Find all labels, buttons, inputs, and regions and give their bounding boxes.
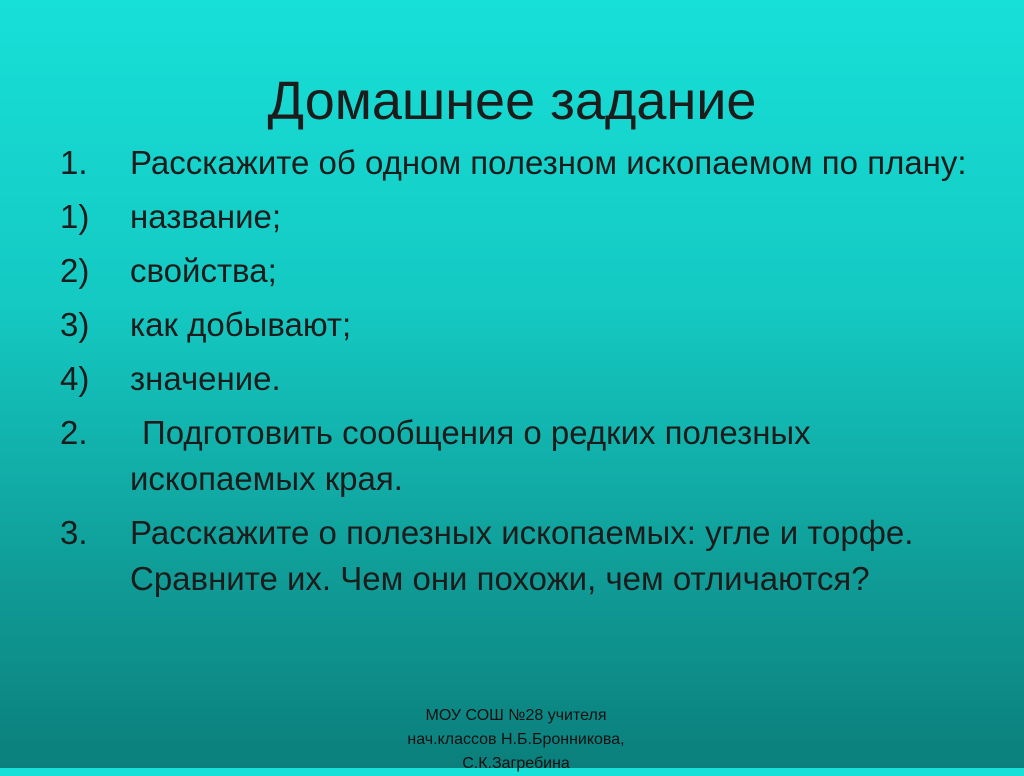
list-item xyxy=(60,410,980,502)
item-text: Подготовить сообщения о редких полезных ископаемых края. xyxy=(130,414,811,497)
item-text: Расскажите об одном полезном ископаемом по плану: xyxy=(130,144,967,181)
author-footer xyxy=(300,704,732,776)
list-item xyxy=(60,248,980,294)
item-text: Расскажите о полезных ископаемых: угле и торфе. Сравните их. Чем они похожи, чем отличаются? xyxy=(130,514,914,597)
list-item xyxy=(60,510,980,602)
item-text: значение. xyxy=(130,360,281,397)
item-number: 2) xyxy=(60,252,90,289)
homework-list xyxy=(60,140,980,610)
item-number: 1. xyxy=(60,144,88,181)
footer-line: МОУ СОШ №28 учителя xyxy=(425,707,607,724)
item-text: как добывают; xyxy=(130,306,352,343)
slide-title: Домашнее задание xyxy=(267,71,757,131)
list-item xyxy=(60,194,980,240)
footer-line: нач.классов Н.Б.Бронникова, xyxy=(407,731,625,748)
list-item xyxy=(60,140,980,186)
footer-line: С.К.Загребина xyxy=(462,755,570,772)
list-item xyxy=(60,302,980,348)
item-number: 4) xyxy=(60,360,90,397)
list-item xyxy=(60,356,980,402)
item-number: 3) xyxy=(60,306,90,343)
item-text: свойства; xyxy=(130,252,277,289)
item-number: 3. xyxy=(60,514,88,551)
item-text: название; xyxy=(130,198,282,235)
item-number: 1) xyxy=(60,198,90,235)
item-number: 2. xyxy=(60,414,88,451)
